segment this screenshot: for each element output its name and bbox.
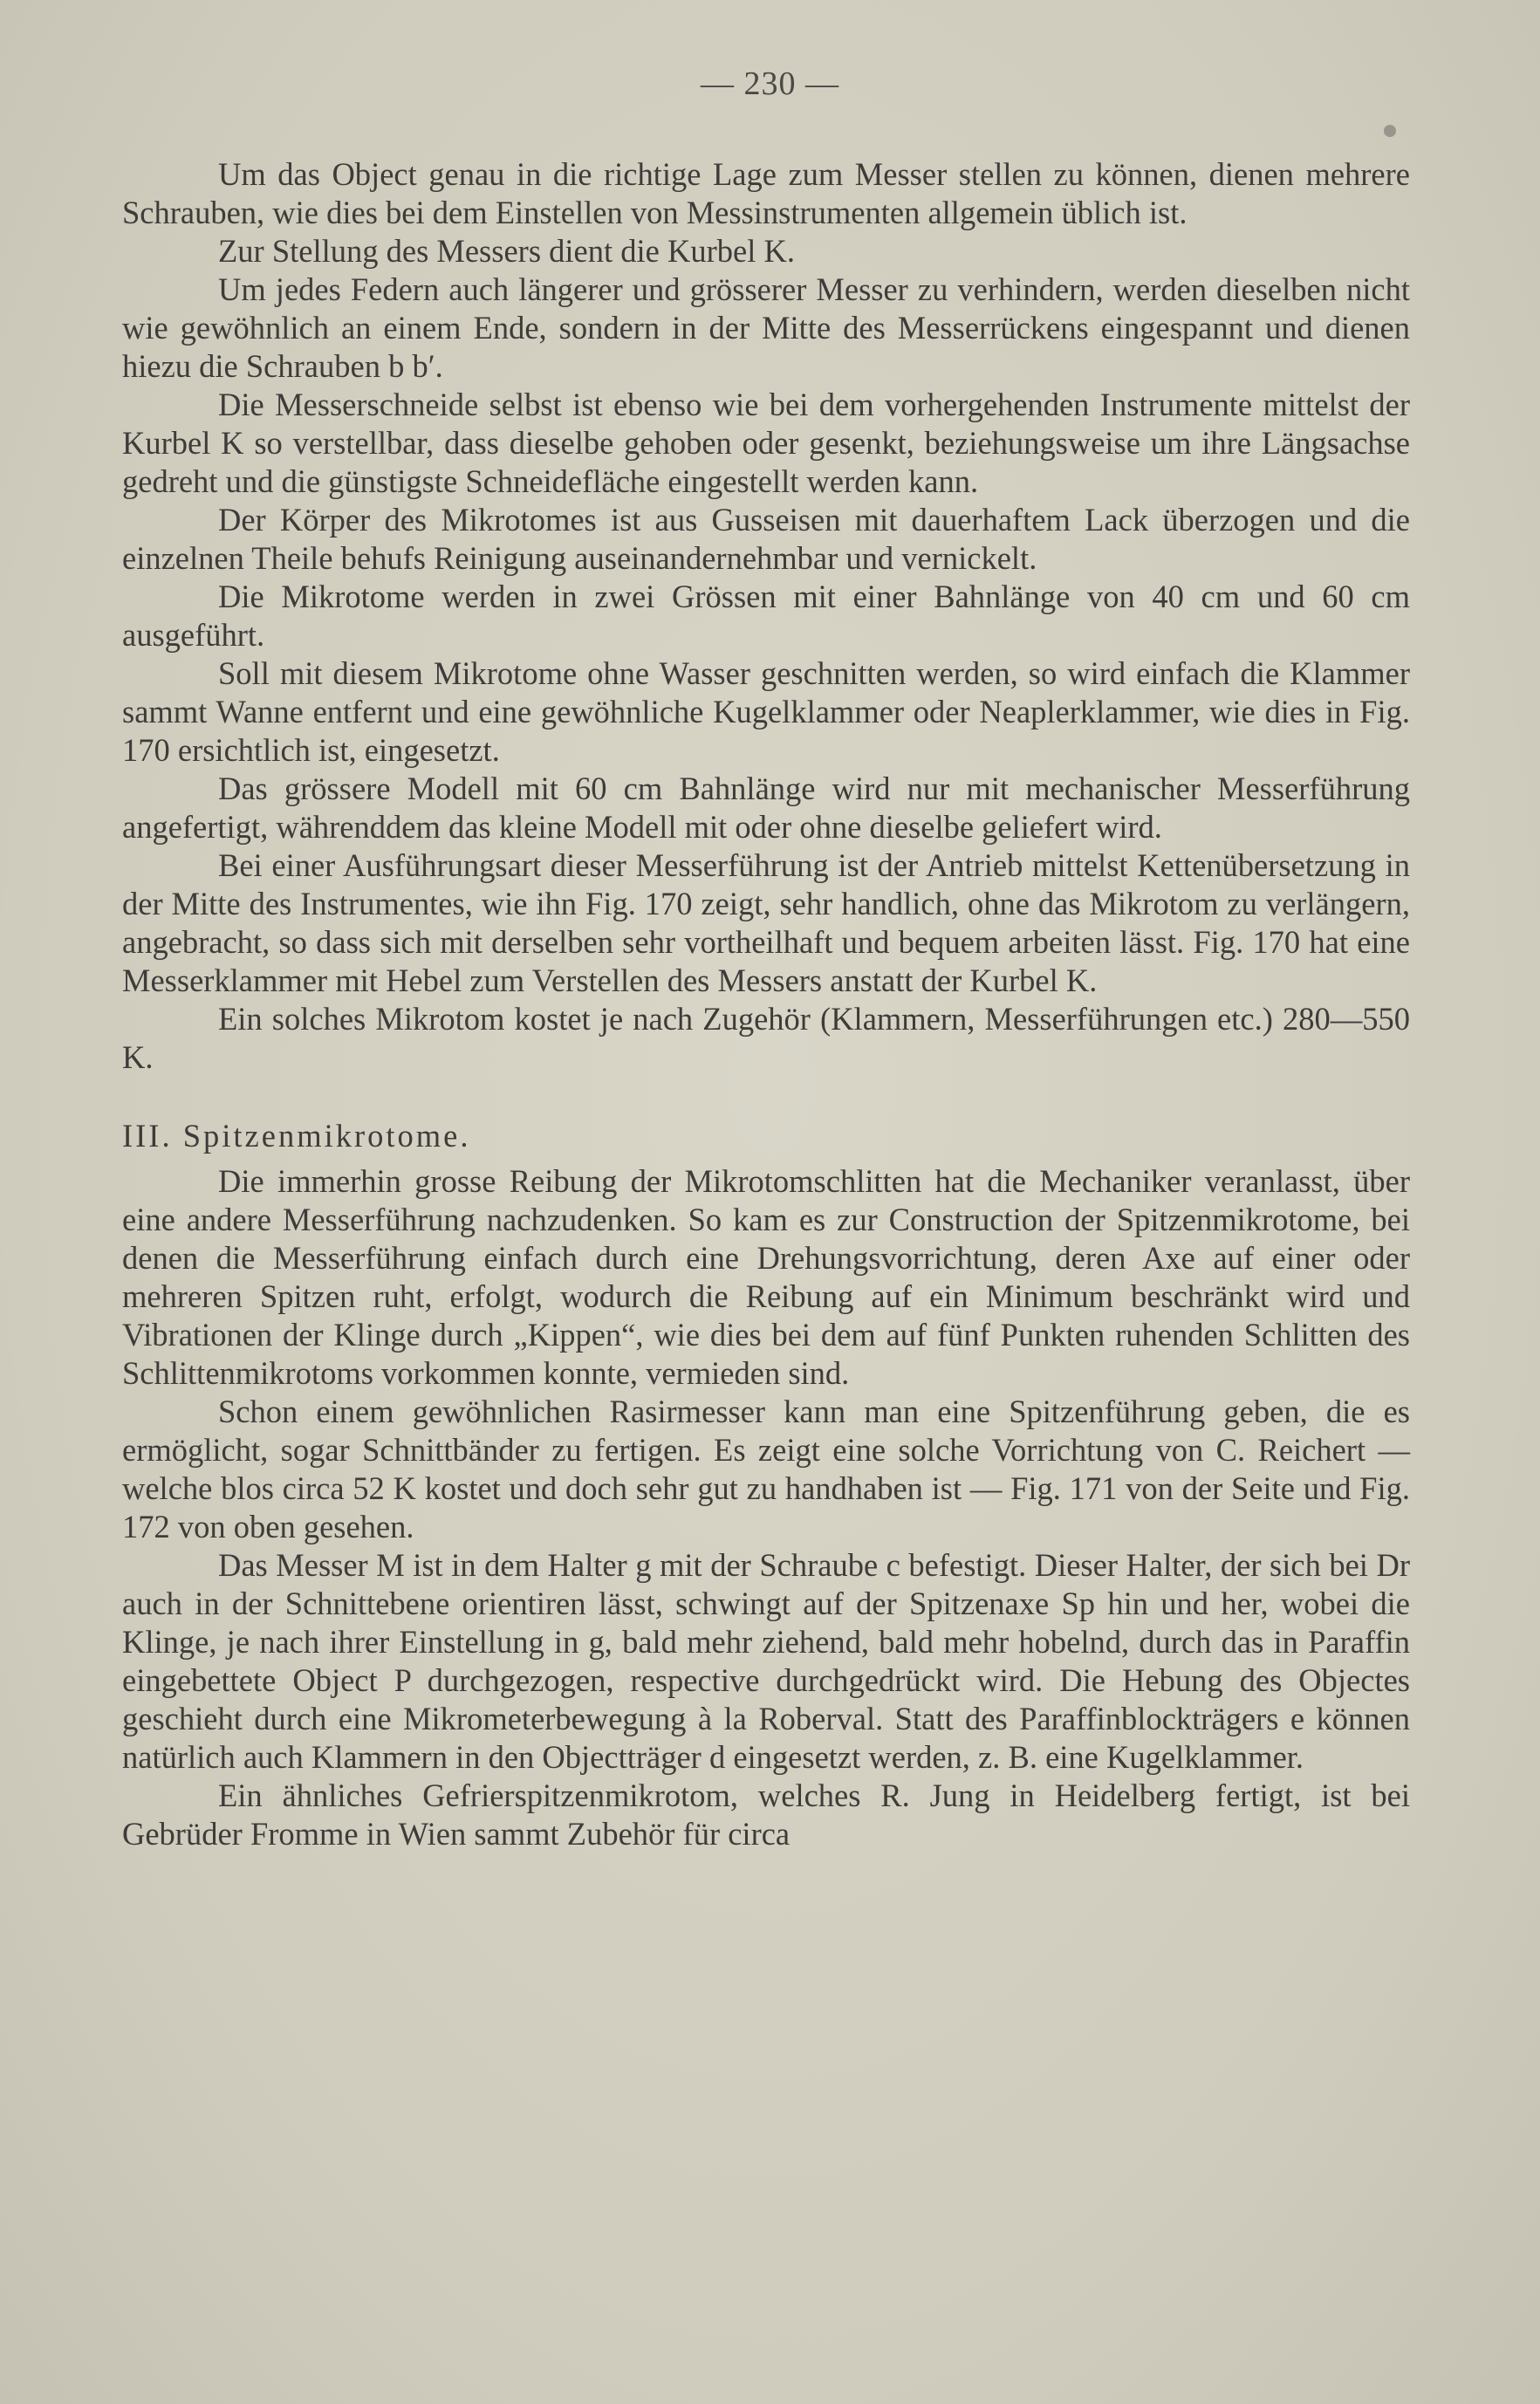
section-gap xyxy=(122,1077,1410,1117)
paragraph: Die Messerschneide selbst ist ebenso wie bei dem vorhergehenden Instrumente mittelst der Kurbel K so verstellbar, dass dieselbe gehoben oder gesenkt, beziehungsweise um ihre Längsachse gedreht und die günstigste Schneidefläche eingestellt werden kann. xyxy=(122,387,1410,499)
paragraph: Zur Stellung des Messers dient die Kurbel K. xyxy=(218,233,795,269)
paragraph: Um jedes Federn auch längerer und grösserer Messer zu verhindern, werden dieselben nicht wie gewöhnlich an einem Ende, sondern in der Mitte des Messerrückens eingespannt und dienen hiezu die Schrauben b b′. xyxy=(122,271,1410,384)
paragraph: Schon einem gewöhnlichen Rasirmesser kann man eine Spitzenführung geben, die es ermöglicht, sogar Schnittbänder zu fertigen. Es zeigt eine solche Vorrichtung von C. Reichert — welche blos circa 52 K kostet und doch sehr gut zu handhaben ist — Fig. 171 von der Seite und Fig. 172 von oben gesehen. xyxy=(122,1394,1410,1544)
paragraph: Der Körper des Mikrotomes ist aus Gusseisen mit dauerhaftem Lack überzogen und die einzelnen Theile behufs Reinigung auseinandernehmbar und vernickelt. xyxy=(122,502,1410,576)
paragraph: Das Messer M ist in dem Halter g mit der Schraube c befestigt. Dieser Halter, der sich bei Dr auch in der Schnittebene orientiren lässt, schwingt auf der Spitzenaxe Sp hin und her, wobei die Klinge, je nach ihrer Einstellung in g, bald mehr ziehend, bald mehr hobelnd, durch das in Paraffin eingebettete Object P durchgezogen, respective durchgedrückt wird. Die Hebung des Objectes geschieht durch eine Mikrometerbewegung à la Roberval. Statt des Paraffinblockträgers e können natürlich auch Klammern in den Objectträger d eingesetzt werden, z. B. eine Kugelklammer. xyxy=(122,1547,1410,1775)
body-text xyxy=(122,155,1410,1853)
paragraph: Ein ähnliches Gefrierspitzenmikrotom, welches R. Jung in Heidelberg fertigt, ist bei Gebrüder Fromme in Wien sammt Zubehör für circa xyxy=(122,1777,1410,1852)
paragraph: Bei einer Ausführungsart dieser Messerführung ist der Antrieb mittelst Kettenübersetzung in der Mitte des Instrumentes, wie ihn Fig. 170 zeigt, sehr handlich, ohne das Mikrotom zu verlängern, angebracht, so dass sich mit derselben sehr vortheilhaft und bequem arbeiten lässt. Fig. 170 hat eine Messerklammer mit Hebel zum Verstellen des Messers anstatt der Kurbel K. xyxy=(122,847,1410,998)
paragraph: Die Mikrotome werden in zwei Grössen mit einer Bahnlänge von 40 cm und 60 cm ausgeführt. xyxy=(122,579,1410,653)
paragraph: Ein solches Mikrotom kostet je nach Zugehör (Klammern, Messerführungen etc.) 280—550 K. xyxy=(122,1001,1410,1075)
paragraph: Um das Object genau in die richtige Lage zum Messer stellen zu können, dienen mehrere Schrauben, wie dies bei dem Einstellen von Messinstrumenten allgemein üblich ist. xyxy=(122,156,1410,230)
paragraph: Soll mit diesem Mikrotome ohne Wasser geschnitten werden, so wird einfach die Klammer sammt Wanne entfernt und eine gewöhnliche Kugelklammer oder Neaplerklammer, wie dies in Fig. 170 ersichtlich ist, eingesetzt. xyxy=(122,655,1410,768)
paragraph: Das grössere Modell mit 60 cm Bahnlänge wird nur mit mechanischer Messerführung angefertigt, währenddem das kleine Modell mit oder ohne dieselbe geliefert wird. xyxy=(122,771,1410,845)
ink-speck xyxy=(1384,125,1396,137)
section-heading: III. Spitzenmikrotome. xyxy=(122,1118,471,1154)
page-number: — 230 — xyxy=(701,65,839,102)
paragraph: Die immerhin grosse Reibung der Mikrotomschlitten hat die Mechaniker veranlasst, über eine andere Messerführung nachzudenken. So kam es zur Construction der Spitzenmikrotome, bei denen die Messerführung einfach durch eine Drehungsvorrichtung, deren Axe auf einer oder mehreren Spitzen ruht, erfolgt, wodurch die Reibung auf ein Minimum beschränkt wird und Vibrationen der Klinge durch „Kippen“, wie dies bei dem auf fünf Punkten ruhenden Schlitten des Schlittenmikrotoms vorkommen konnte, vermieden sind. xyxy=(122,1163,1410,1391)
